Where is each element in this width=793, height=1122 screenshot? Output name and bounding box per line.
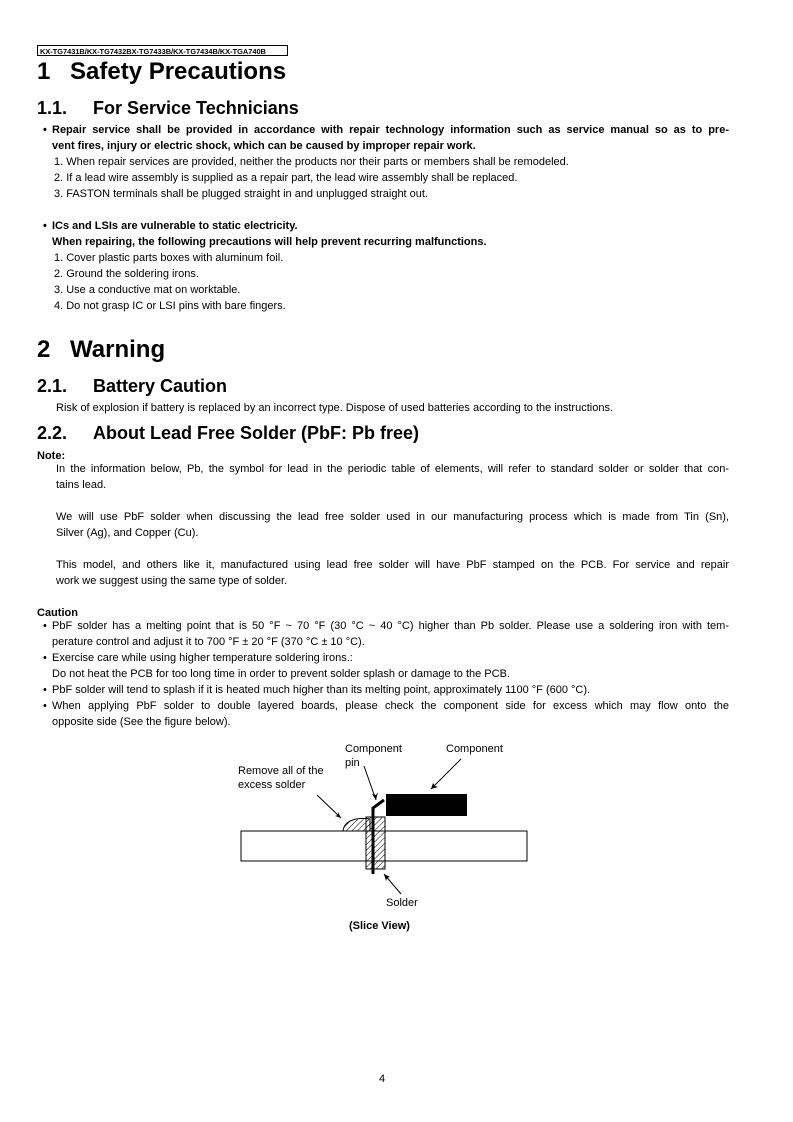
section-number: 1 <box>37 58 51 85</box>
leader-excess-solder <box>317 795 341 818</box>
paragraph-line: We will use PbF solder when discussing the lead free solder used in our manufacturing process which is made from Tin (Sn), <box>56 511 729 523</box>
bullet-marker: • <box>43 124 47 136</box>
caution-line: opposite side (See the figure below). <box>52 716 231 728</box>
bullet-text-line: When repairing, the following precautions will help prevent recurring malfunctions. <box>52 236 487 248</box>
subsection-title: Battery Caution <box>93 376 228 396</box>
subsection-number: 1.1. <box>37 98 68 118</box>
section-title: Warning <box>70 336 166 363</box>
figure-label-component-pin: pin <box>345 757 360 769</box>
subsection-number: 2.1. <box>37 376 68 396</box>
page-number: 4 <box>379 1073 386 1085</box>
paragraph-line: tains lead. <box>56 479 107 491</box>
list-item: 2. Ground the soldering irons. <box>54 268 199 280</box>
caution-line: PbF solder will tend to splash if it is heated much higher than its melting point, approximately 1100 °F (600 °C). <box>52 684 591 696</box>
bullet-marker: • <box>43 684 47 696</box>
bullet-text-line: Repair service shall be provided in accordance with repair technology information such as service manual so as to pre- <box>52 124 729 136</box>
caution-line: Exercise care while using higher temperature soldering irons.: <box>52 652 353 664</box>
figure-label-solder: Solder <box>386 897 418 909</box>
figure-label-remove-excess: Remove all of the <box>238 765 324 777</box>
caution-line: perature control and adjust it to 700 °F ± 20 °F (370 °C ± 10 °C). <box>52 636 365 648</box>
paragraph-line: This model, and others like it, manufactured using lead free solder will have PbF stamped on the PCB. For service and repair <box>56 559 729 571</box>
subsection-title: About Lead Free Solder (PbF: Pb free) <box>93 423 420 443</box>
caution-line: PbF solder has a melting point that is 50 °F ~ 70 °F (30 °C ~ 40 °C) higher than Pb solder. Please use a soldering iron with tem- <box>52 620 729 632</box>
bullet-marker: • <box>43 220 47 232</box>
caution-line: Do not heat the PCB for too long time in order to prevent solder splash or damage to the PCB. <box>52 668 510 680</box>
bullet-text-line: ICs and LSIs are vulnerable to static electricity. <box>52 220 298 232</box>
subsection-title: For Service Technicians <box>93 98 299 118</box>
model-number-header: KX-TG7431B/KX-TG7432BX-TG7433B/KX-TG7434B/KX-TGA740B <box>37 45 288 56</box>
list-item: 1. When repair services are provided, neither the products nor their parts or members shall be remodeled. <box>54 156 569 168</box>
paragraph-line: work we suggest using the same type of solder. <box>56 575 288 587</box>
list-item: 1. Cover plastic parts boxes with aluminum foil. <box>54 252 284 264</box>
caution-line: When applying PbF solder to double layered boards, please check the component side for excess which may flow onto the <box>52 700 729 712</box>
bullet-marker: • <box>43 620 47 632</box>
list-item: 4. Do not grasp IC or LSI pins with bare fingers. <box>54 300 286 312</box>
battery-caution-text: Risk of explosion if battery is replaced by an incorrect type. Dispose of used batteries according to the instructions. <box>56 402 614 414</box>
bullet-marker: • <box>43 700 47 712</box>
arrow-head <box>372 792 378 800</box>
note-label: Note: <box>37 450 66 462</box>
subsection-number: 2.2. <box>37 423 68 443</box>
figure-label-component: Component <box>446 743 503 755</box>
section-title: Safety Precautions <box>70 58 287 85</box>
list-item: 3. Use a conductive mat on worktable. <box>54 284 241 296</box>
section-number: 2 <box>37 336 51 363</box>
paragraph-line: In the information below, Pb, the symbol for lead in the periodic table of elements, will refer to standard solder or solder that con- <box>56 463 729 475</box>
figure-label-component-pin: Component <box>345 743 402 755</box>
solder-fill <box>366 817 385 869</box>
leader-component <box>431 759 461 789</box>
arrow-head <box>431 783 438 789</box>
paragraph-line: Silver (Ag), and Copper (Cu). <box>56 527 199 539</box>
bullet-marker: • <box>43 652 47 664</box>
list-item: 3. FASTON terminals shall be plugged straight in and unplugged straight out. <box>54 188 429 200</box>
component-body <box>386 794 467 816</box>
caution-label: Caution <box>37 607 78 619</box>
figure-caption: (Slice View) <box>349 920 410 932</box>
bullet-text-line: vent fires, injury or electric shock, which can be caused by improper repair work. <box>52 140 476 152</box>
list-item: 2. If a lead wire assembly is supplied as a repair part, the lead wire assembly shall be replaced. <box>54 172 518 184</box>
figure-label-remove-excess: excess solder <box>238 779 306 791</box>
